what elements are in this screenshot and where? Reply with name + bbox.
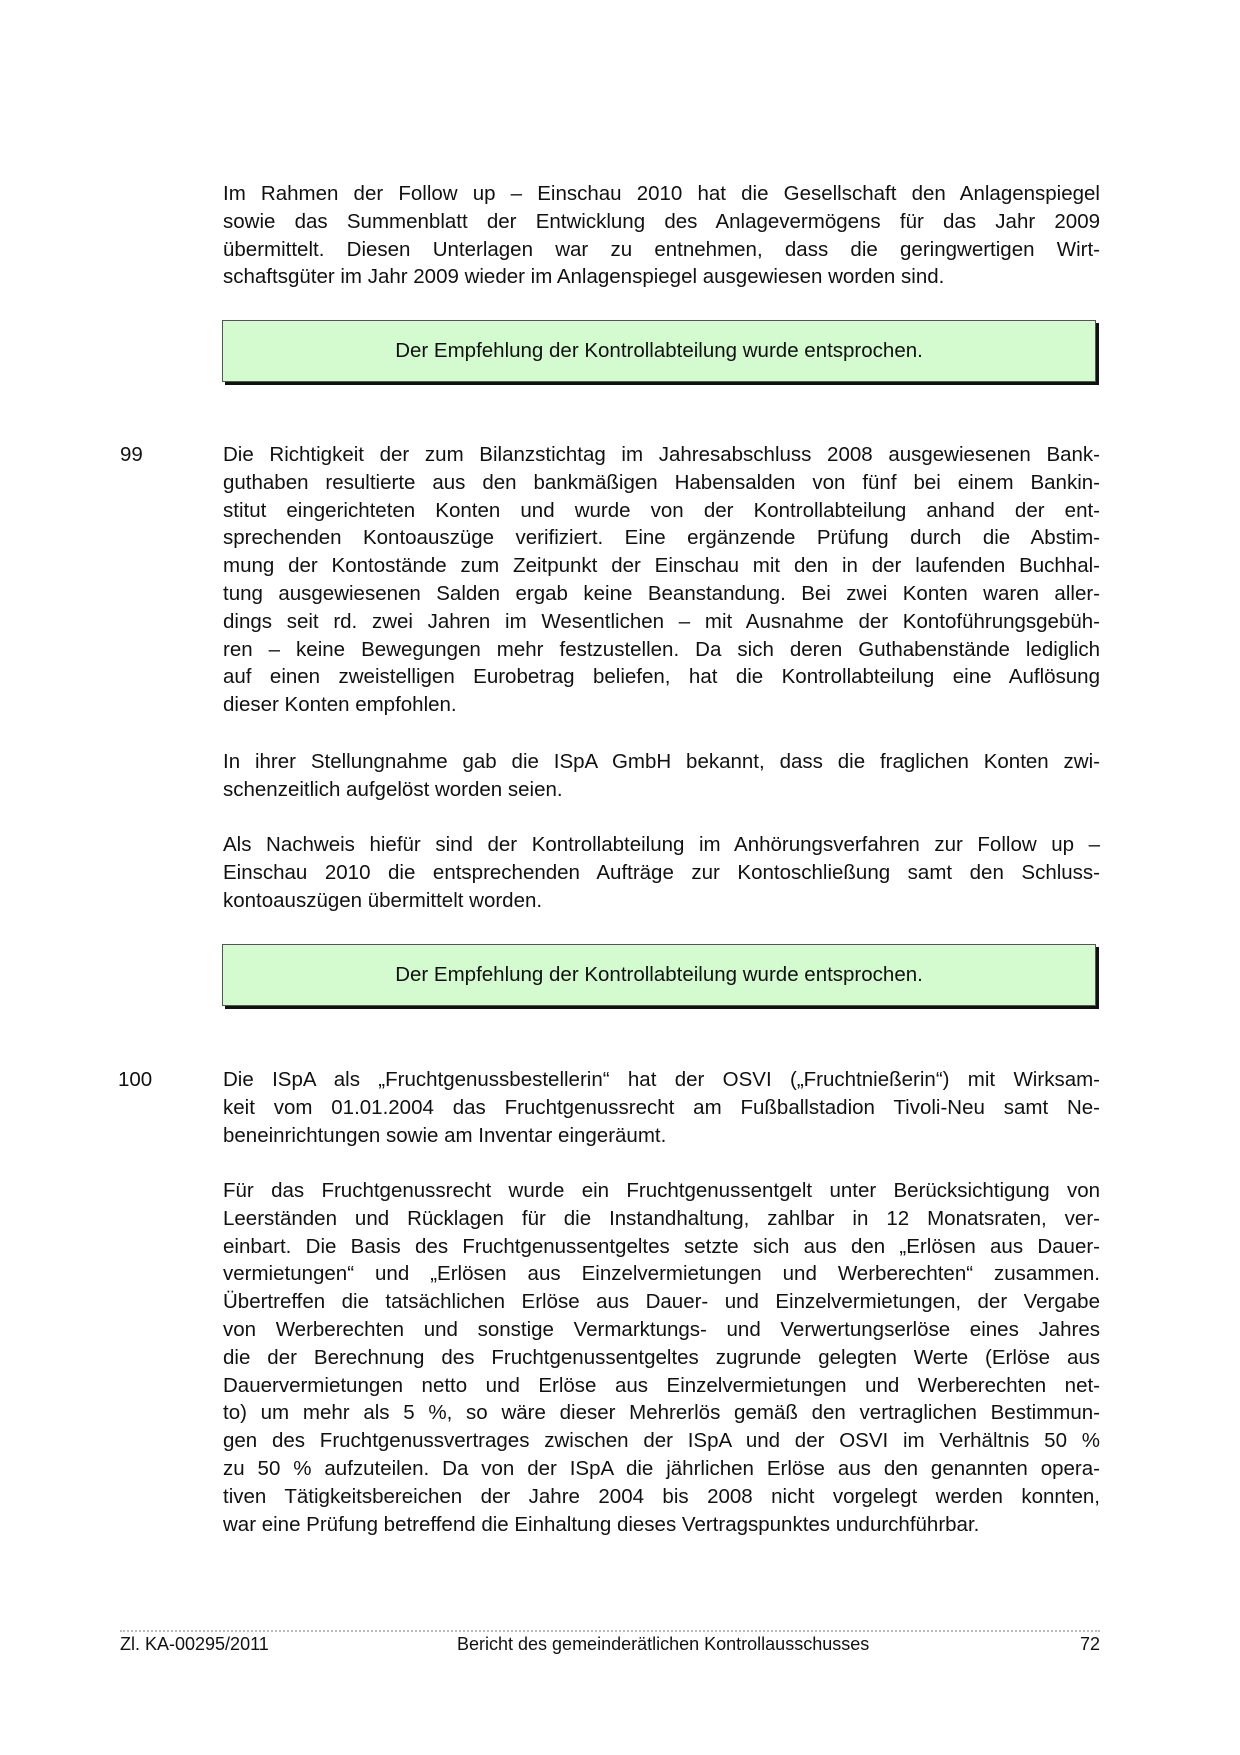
page-number: 72 — [1080, 1634, 1101, 1654]
text-line: schenzeitlich aufgelöst worden seien. — [223, 777, 563, 801]
text-line: dings seit rd. zwei Jahren im Wesentlichen – mit Ausnahme der Kontoführungsgebüh- — [223, 609, 1100, 633]
recommendation-fulfilled-box: Der Empfehlung der Kontrollabteilung wurde entsprochen. — [222, 944, 1096, 1006]
text-line: ren – keine Bewegungen mehr festzustellen. Da sich deren Guthabenstände lediglich — [223, 637, 1100, 661]
text-line: von Werberechten und sonstige Vermarktungs- und Verwertungserlöse eines Jahres — [223, 1317, 1100, 1341]
text-line: Die Richtigkeit der zum Bilanzstichtag im Jahresabschluss 2008 ausgewiesenen Bank- — [223, 443, 1100, 466]
paragraph-intro — [223, 180, 1100, 291]
paragraph-number: 99 — [120, 443, 143, 466]
text-line: gen des Fruchtgenussvertrages zwischen der ISpA und der OSVI im Verhältnis 50 % — [223, 1429, 1100, 1453]
paragraph-number: 100 — [118, 1068, 153, 1091]
text-line: tung ausgewiesenen Salden ergab keine Beanstandung. Bei zwei Konten waren aller- — [223, 581, 1100, 605]
text-line: mung der Kontostände zum Zeitpunkt der Einschau mit den in der laufenden Buchhal- — [223, 554, 1100, 578]
paragraph-100 — [223, 1066, 1100, 1149]
text-line: Dauervermietungen netto und Erlöse aus Einzelvermietungen und Werberechten net- — [223, 1373, 1100, 1397]
text-line: guthaben resultierte aus den bankmäßigen Habensalden von fünf bei einem Bankin- — [223, 470, 1100, 494]
text-line: einbart. Die Basis des Fruchtgenussentgeltes setzte sich aus den „Erlösen aus Dauer- — [223, 1234, 1100, 1258]
text-line: schaftsgüter im Jahr 2009 wieder im Anlagenspiegel ausgewiesen worden sind. — [223, 265, 945, 289]
text-line: auf einen zweistelligen Eurobetrag beliefen, hat die Kontrollabteilung eine Auflösung — [223, 665, 1100, 689]
text-line: Einschau 2010 die entsprechenden Aufträge zur Kontoschließung samt den Schluss- — [223, 860, 1100, 884]
footer-title: Bericht des gemeinderätlichen Kontrollausschusses — [457, 1634, 870, 1654]
text-line: war eine Prüfung betreffend die Einhaltung dieses Vertragspunktes undurchführbar. — [223, 1512, 980, 1536]
text-line: to) um mehr als 5 %, so wäre dieser Mehrerlös gemäß den vertraglichen Bestimmun- — [223, 1401, 1100, 1425]
text-line: die der Berechnung des Fruchtgenussentgeltes zugrunde gelegten Werte (Erlöse aus — [223, 1345, 1100, 1369]
text-line: sowie das Summenblatt der Entwicklung des Anlagevermögens für das Jahr 2009 — [223, 209, 1100, 233]
paragraph-100-details — [223, 1177, 1100, 1538]
text-line: vermietungen“ und „Erlösen aus Einzelvermietungen und Werberechten“ zusammen. — [223, 1262, 1100, 1286]
text-line: Die ISpA als „Fruchtgenussbestellerin“ hat der OSVI („Fruchtnießerin“) mit Wirksam- — [223, 1068, 1100, 1091]
text-line: Für das Fruchtgenussrecht wurde ein Fruchtgenussentgelt unter Berücksichtigung von — [223, 1179, 1100, 1202]
text-line: übermittelt. Diesen Unterlagen war zu entnehmen, dass die geringwertigen Wirt- — [223, 237, 1100, 261]
text-line: In ihrer Stellungnahme gab die ISpA GmbH bekannt, dass die fraglichen Konten zwi- — [223, 750, 1100, 773]
text-line: dieser Konten empfohlen. — [223, 693, 457, 717]
text-line: keit vom 01.01.2004 das Fruchtgenussrecht am Fußballstadion Tivoli-Neu samt Ne- — [223, 1095, 1100, 1119]
recommendation-fulfilled-box: Der Empfehlung der Kontrollabteilung wurde entsprochen. — [222, 320, 1096, 382]
text-line: beneinrichtungen sowie am Inventar eingeräumt. — [223, 1123, 667, 1147]
footer-reference: Zl. KA-00295/2011 — [120, 1634, 269, 1654]
text-line: tiven Tätigkeitsbereichen der Jahre 2004 bis 2008 nicht vorgelegt werden konnten, — [223, 1484, 1100, 1508]
text-line: Leerständen und Rücklagen für die Instandhaltung, zahlbar in 12 Monatsraten, ver- — [223, 1206, 1100, 1230]
paragraph-99-statement — [223, 748, 1100, 804]
text-line: Im Rahmen der Follow up – Einschau 2010 hat die Gesellschaft den Anlagenspiegel — [223, 182, 1100, 205]
text-line: Übertreffen die tatsächlichen Erlöse aus Dauer- und Einzelvermietungen, der Vergabe — [223, 1290, 1100, 1314]
paragraph-99 — [223, 441, 1100, 719]
text-line: zu 50 % aufzuteilen. Da von der ISpA die jährlichen Erlöse aus den genannten opera- — [223, 1456, 1100, 1480]
text-line: kontoauszügen übermittelt worden. — [223, 888, 543, 912]
text-line: stitut eingerichteten Konten und wurde von der Kontrollabteilung anhand der ent- — [223, 498, 1100, 522]
text-line: Als Nachweis hiefür sind der Kontrollabteilung im Anhörungsverfahren zur Follow up – — [223, 833, 1100, 856]
text-line: sprechenden Kontoauszüge verifiziert. Eine ergänzende Prüfung durch die Abstim- — [223, 526, 1100, 550]
paragraph-99-evidence — [223, 831, 1100, 914]
